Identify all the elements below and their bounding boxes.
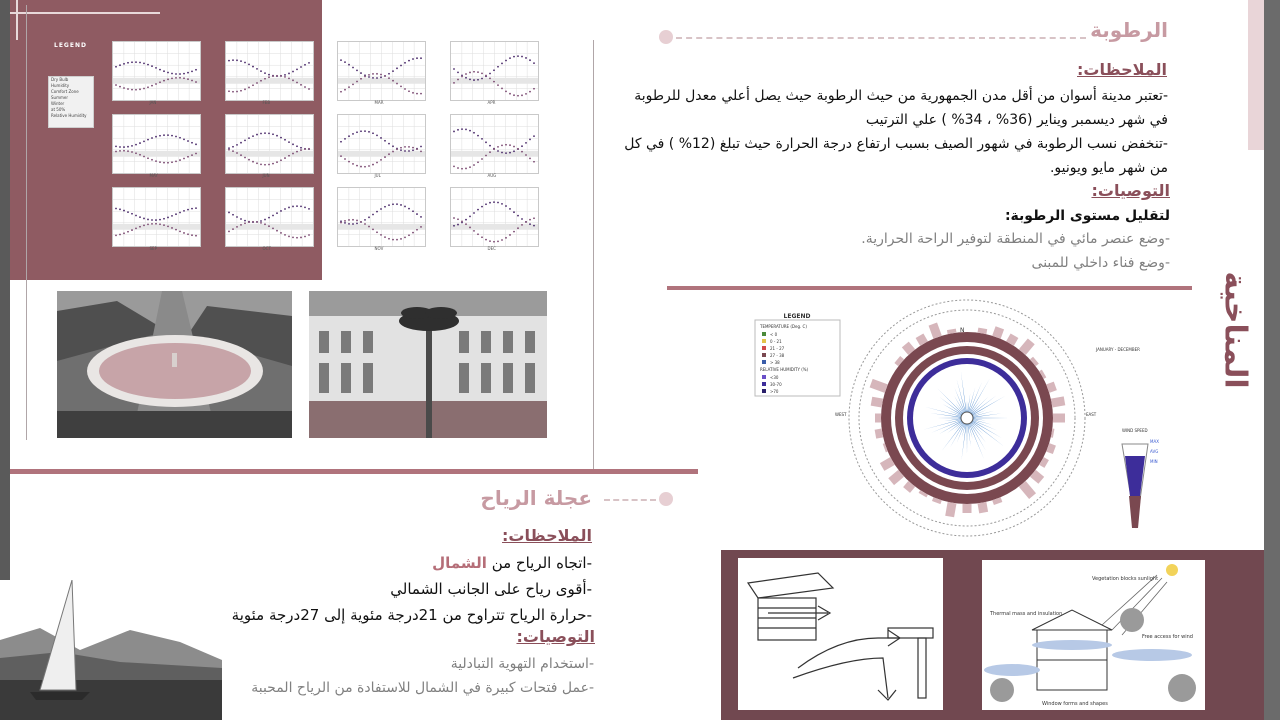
wind-title: عجلة الرياح xyxy=(480,486,592,510)
west-label: WEST xyxy=(835,412,847,417)
humidity-legend-item: <30 xyxy=(770,375,779,380)
dashed-line xyxy=(604,499,656,501)
wind-wheel-figure xyxy=(750,296,1190,540)
legend-item: Comfort Zone xyxy=(51,89,79,94)
humidity-month-chart xyxy=(225,41,314,101)
wind-observations-title: الملاحظات: xyxy=(502,526,592,545)
temperature-legend-title: TEMPERATURE (Deg. C) xyxy=(760,324,807,329)
humidity-month-chart xyxy=(337,114,426,174)
humidity-recommendations-intro: لتقليل مستوى الرطوبة: xyxy=(1004,208,1170,224)
north-label: N xyxy=(960,327,965,334)
diagram-label-left: Thermal mass and insulation xyxy=(990,611,1063,617)
humidity-recommendations-title: التوصيات: xyxy=(1091,181,1170,200)
diagram-label-bottom: Window forms and shapes xyxy=(1042,701,1108,707)
humidity-month-chart xyxy=(112,187,201,247)
humidity-observation: -تنخفض نسب الرطوبة في شهور الصيف بسبب ارتفاع درجة الحرارة حيث تبلغ (12% ) في كل من شهر مايو ويونيو. xyxy=(624,136,1168,176)
vertical-divider xyxy=(593,40,594,470)
humidity-legend-title: LEGEND xyxy=(54,42,87,49)
humidity-legend-title: RELATIVE HUMIDITY (%) xyxy=(760,367,809,372)
month-label: JUN xyxy=(262,173,270,178)
wind-speed-avg: AVG xyxy=(1150,449,1159,454)
vertical-title-text: المناخية xyxy=(1217,271,1253,389)
legend-item: Relative Humidity xyxy=(51,113,87,118)
wind-legend-title: LEGEND xyxy=(783,313,811,320)
humidity-legend-item: 30-70 xyxy=(770,382,782,387)
wind-direction-prefix: -اتجاه الرياح من xyxy=(486,554,592,572)
horizontal-divider xyxy=(667,286,1192,290)
legend-item: at 50% xyxy=(51,107,66,112)
humidity-month-chart xyxy=(337,41,426,101)
section-dot xyxy=(659,30,673,44)
humidity-recommendation: -وضع فناء داخلي للمبنى xyxy=(1031,255,1170,271)
month-label: DEC xyxy=(487,246,496,251)
section-dot xyxy=(659,492,673,506)
legend-item: Summer xyxy=(51,95,68,100)
felucca-photo xyxy=(0,580,222,720)
wind-direction-value: الشمال xyxy=(432,554,487,572)
wind-direction xyxy=(200,550,592,576)
humidity-month-chart xyxy=(112,114,201,174)
east-label: EAST xyxy=(1086,412,1097,417)
ventilation-sketch xyxy=(738,558,943,710)
fountain-photo xyxy=(57,291,292,438)
wind-observations xyxy=(200,550,592,628)
passive-design-diagram xyxy=(982,560,1205,710)
month-label: MAR xyxy=(374,100,384,105)
humidity-recommendation: -وضع عنصر مائي في المنطقة لتوفير الراحة الحرارية. xyxy=(861,231,1170,247)
wind-speed-min: MIN xyxy=(1150,459,1158,464)
month-label: OCT xyxy=(262,246,271,251)
period-label: JANUARY - DECEMBER xyxy=(1096,347,1140,352)
wind-speed-title: WIND SPEED xyxy=(1122,428,1148,433)
month-label: JAN xyxy=(149,100,157,105)
humidity-month-chart xyxy=(112,41,201,101)
horizontal-divider xyxy=(10,469,698,474)
courtyard-photo xyxy=(309,291,547,438)
humidity-month-chart xyxy=(337,187,426,247)
vertical-page-title xyxy=(1204,260,1264,400)
diagram-label-right: Free access for wind xyxy=(1142,634,1193,640)
wind-observation: -أقوى رياح على الجانب الشمالي xyxy=(390,580,592,598)
month-label: MAY xyxy=(149,173,158,178)
month-label: NOV xyxy=(374,246,384,251)
humidity-legend-item: >70 xyxy=(770,389,779,394)
legend-item: Dry Bulb xyxy=(51,77,69,82)
wind-recommendation: -استخدام التهوية التبادلية xyxy=(450,656,594,672)
humidity-title: الرطوبة xyxy=(1090,18,1168,42)
humidity-month-chart xyxy=(450,114,539,174)
temperature-legend-item: > 38 xyxy=(770,360,780,365)
temperature-legend-item: 21 - 27 xyxy=(770,346,785,351)
wind-recommendations-title: التوصيات: xyxy=(516,627,595,646)
humidity-observation: -تعتبر مدينة أسوان من أقل مدن الجمهورية من حيث الرطوبة حيث يصل أعلي معدل للرطوبة في شهر ديسمبر ويناير (36% ، 34% ) علي الترتيب xyxy=(634,88,1168,128)
wind-recommendations xyxy=(240,652,594,700)
humidity-observations-title: الملاحظات: xyxy=(1077,60,1167,79)
humidity-month-chart xyxy=(450,41,539,101)
humidity-charts-grid xyxy=(0,0,600,260)
month-label: APR xyxy=(487,100,496,105)
wind-observation: -حرارة الرياح تتراوح من 21درجة مئوية إلى 27درجة مئوية xyxy=(231,606,592,624)
legend-item: Humidity xyxy=(51,83,70,88)
right-frame-strip xyxy=(1264,0,1280,720)
humidity-observations xyxy=(612,84,1168,180)
month-label: FEB xyxy=(262,100,271,105)
humidity-recommendations xyxy=(760,227,1170,275)
humidity-month-chart xyxy=(225,187,314,247)
wind-recommendation: -عمل فتحات كبيرة في الشمال للاستفادة من الرياح المحببة xyxy=(251,680,594,696)
temperature-legend-item: 27 - 38 xyxy=(770,353,785,358)
diagram-label-top: Vegetation blocks sunlight xyxy=(1092,576,1159,582)
legend-item: Winter xyxy=(51,101,65,106)
humidity-month-chart xyxy=(225,114,314,174)
wind-speed-max: MAX xyxy=(1150,439,1159,444)
temperature-legend-item: 0 - 21 xyxy=(770,339,782,344)
temperature-legend-item: < 0 xyxy=(770,332,778,337)
vertical-divider xyxy=(26,5,27,440)
month-label: AUG xyxy=(487,173,497,178)
month-label: SEP xyxy=(149,246,157,251)
right-accent-bar xyxy=(1248,0,1264,150)
humidity-month-chart xyxy=(450,187,539,247)
month-label: JUL xyxy=(374,173,381,178)
